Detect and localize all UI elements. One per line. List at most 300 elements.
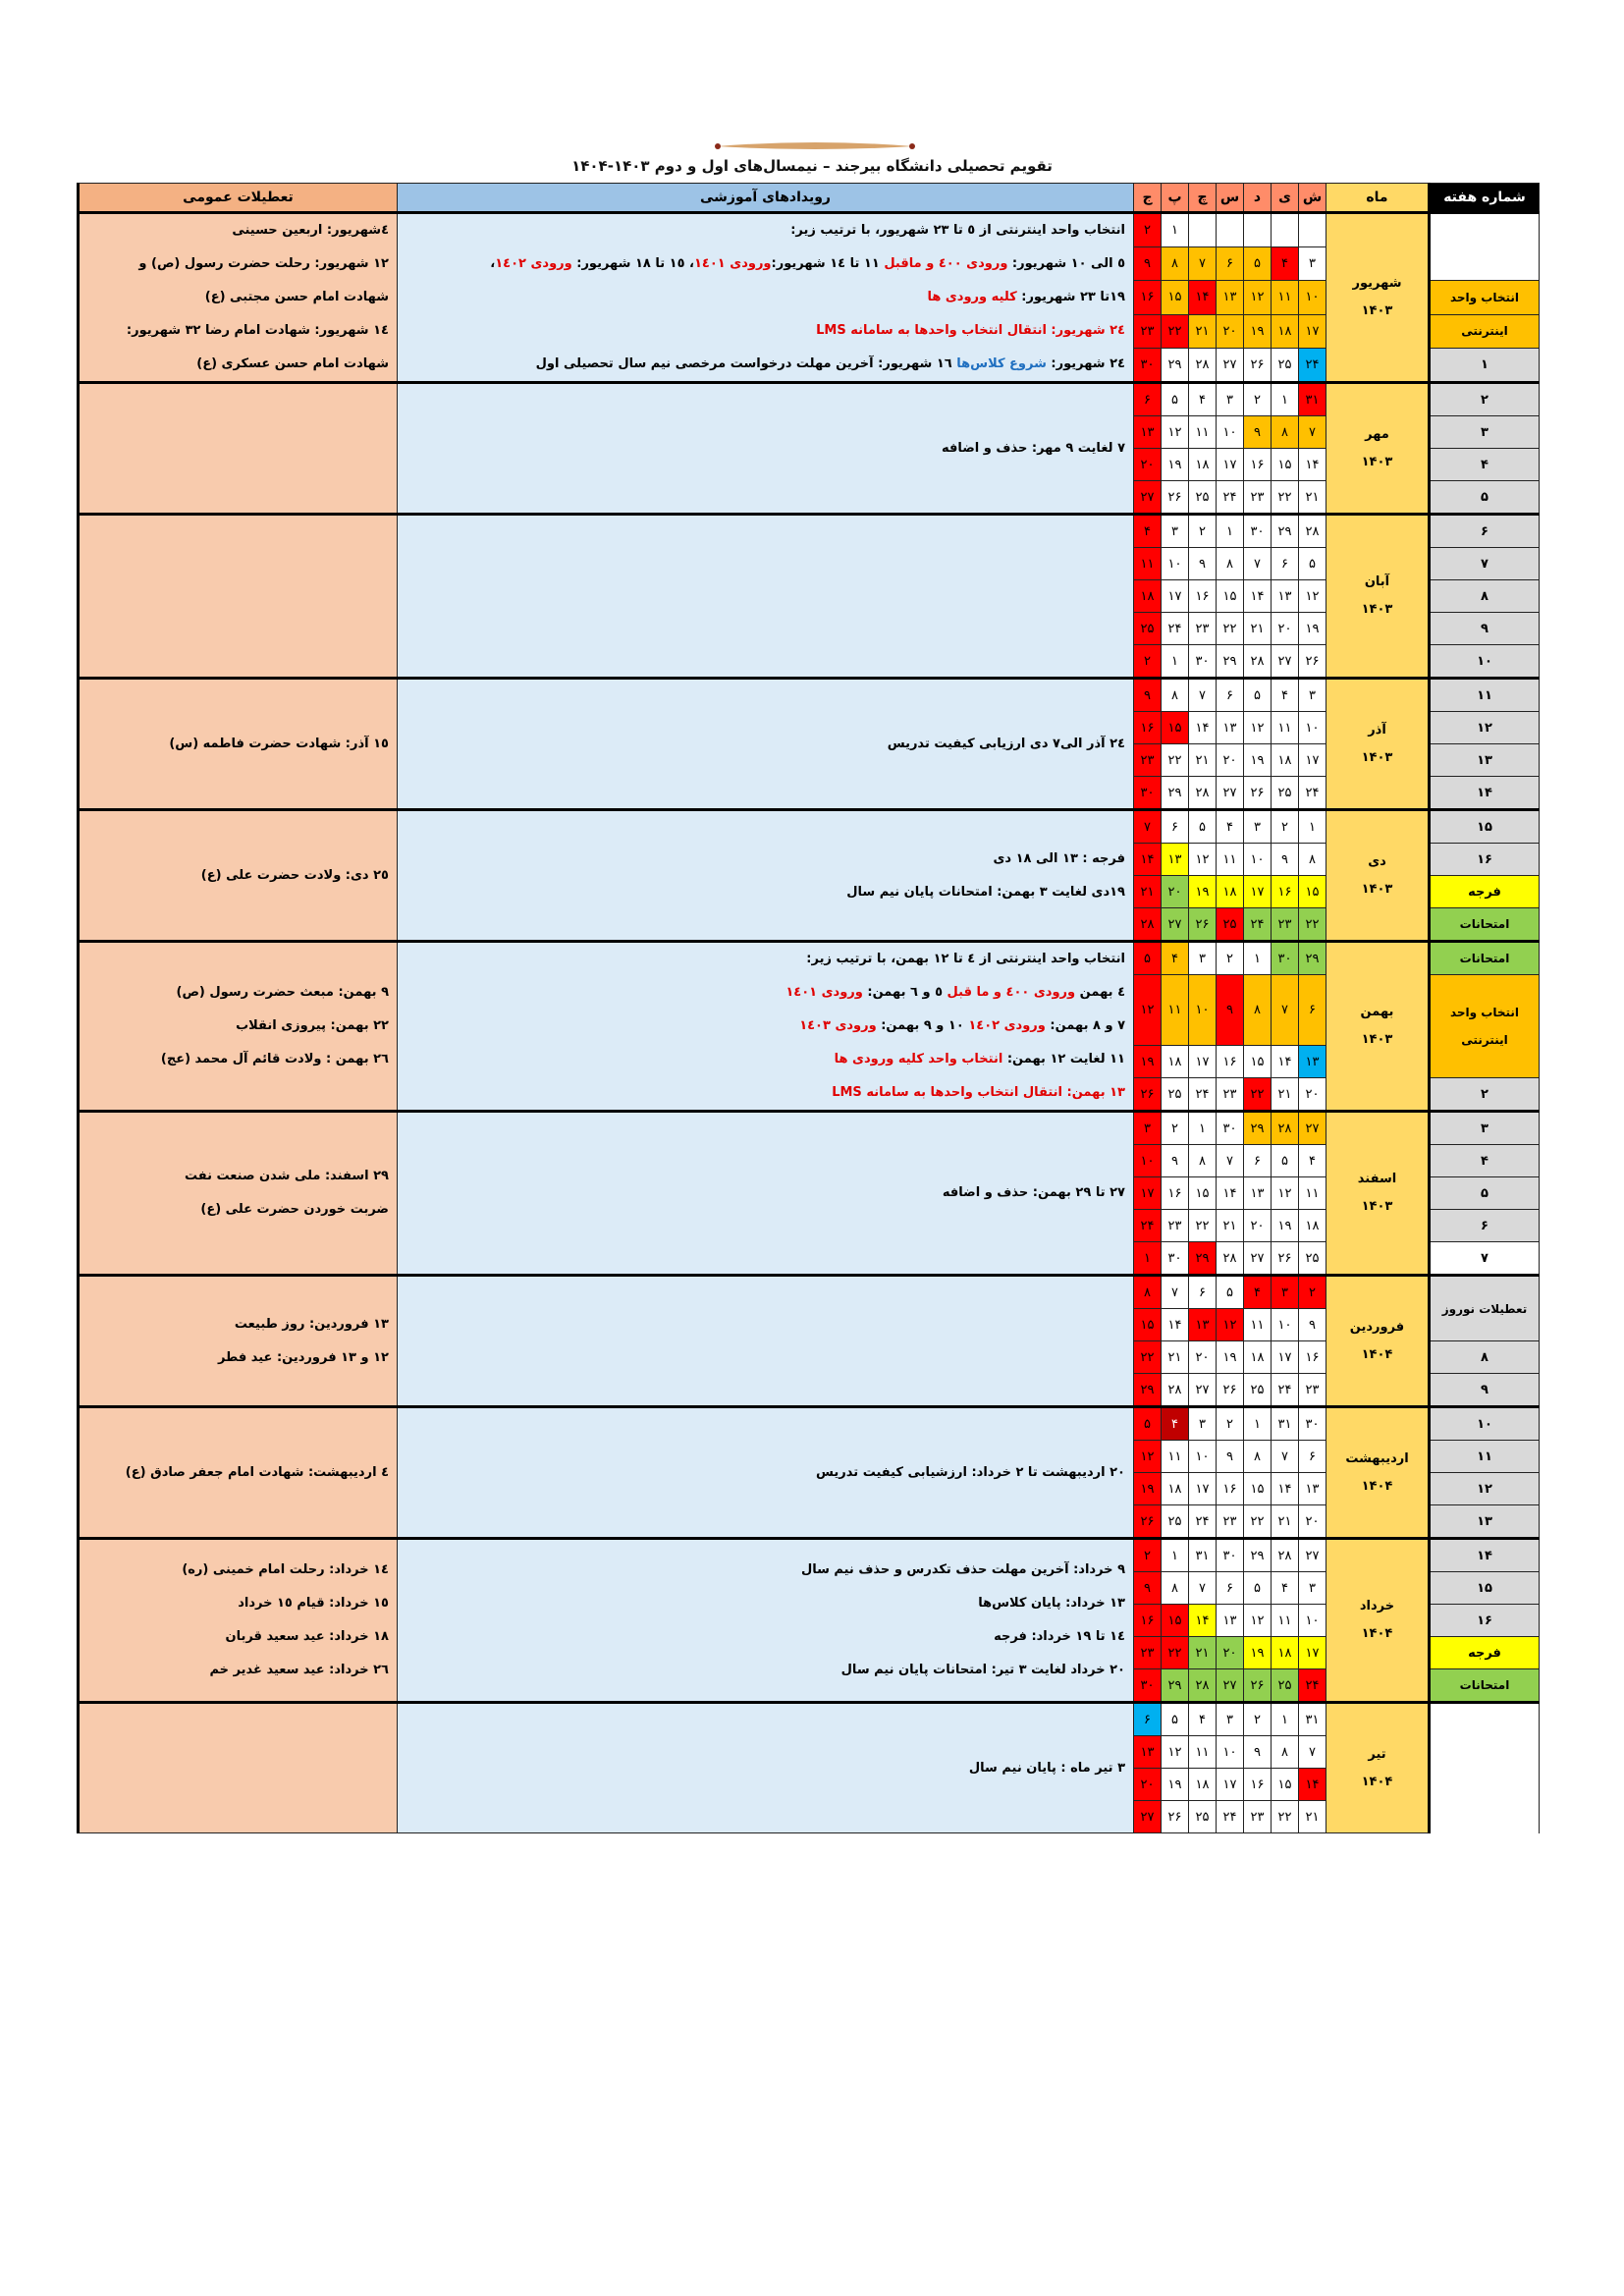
general-holidays-cell (79, 515, 398, 679)
week-number-cell (1430, 213, 1540, 247)
week-number-cell: ۱۳ (1430, 1505, 1540, 1539)
day-cell: ۱۲ (1189, 844, 1217, 876)
week-number-cell: ۱۰ (1430, 1407, 1540, 1441)
day-cell: ۲۶ (1244, 348, 1272, 382)
day-cell: ۱۳ (1244, 1177, 1272, 1210)
day-cell: ۸ (1272, 1736, 1299, 1769)
day-cell: ۱۲ (1134, 1441, 1162, 1473)
week-number-cell: ۱۶ (1430, 1605, 1540, 1637)
holiday-line: ١٥ آذر: شهادت حضرت فاطمه (س) (169, 736, 389, 751)
day-cell: ۱۳ (1162, 844, 1189, 876)
day-cell: ۱۴ (1272, 1046, 1299, 1078)
weekday-header: چ (1189, 184, 1217, 213)
holiday-line: ١٢ و ١٣ فروردین: عید فطر (217, 1349, 389, 1365)
month-name: اسفند (1357, 1172, 1397, 1186)
day-cell: ۷ (1189, 247, 1217, 281)
day-cell: ۲۳ (1244, 481, 1272, 515)
month-name: آبان (1364, 574, 1390, 589)
day-cell: ۲۳ (1162, 1210, 1189, 1242)
weekday-header: س (1217, 184, 1244, 213)
day-cell: ۲۲ (1162, 1637, 1189, 1669)
day-cell: ۲۴ (1244, 908, 1272, 942)
day-cell: ۳۰ (1134, 1669, 1162, 1703)
week-number-cell: اینترنتی (1430, 314, 1540, 348)
day-cell: ۱۳ (1299, 1473, 1326, 1505)
month-year: ۱۴۰۳ (1361, 881, 1393, 897)
day-cell: ۲۳ (1134, 744, 1162, 777)
day-cell: ۳ (1162, 515, 1189, 548)
day-cell: ۲۳ (1217, 1078, 1244, 1112)
day-cell: ۱۰ (1162, 548, 1189, 580)
day-cell: ۱۲ (1162, 1736, 1189, 1769)
event-text: ١٣ بهمن: انتقال انتخاب واحدها به سامانه LMS (832, 1085, 1125, 1100)
day-cell: ۲۵ (1272, 777, 1299, 810)
day-cell: ۵ (1189, 810, 1217, 844)
month-cell (1326, 515, 1430, 679)
day-cell: ۲۰ (1244, 1210, 1272, 1242)
holiday-line: شهادت امام حسن مجتبی (ع) (204, 290, 389, 304)
day-cell: ۱۵ (1244, 1046, 1272, 1078)
day-cell: ۲۸ (1134, 908, 1162, 942)
month-name: تیر (1368, 1746, 1386, 1762)
day-cell: ۲ (1134, 1539, 1162, 1572)
event-text: ٢٤ شهریور: (1046, 356, 1125, 371)
week-number-cell: ۱۱ (1430, 679, 1540, 712)
day-cell: ۲۱ (1299, 1801, 1326, 1833)
day-cell: ۷ (1299, 416, 1326, 449)
day-cell: ۴ (1272, 679, 1299, 712)
day-cell: ۳۱ (1272, 1407, 1299, 1441)
event-text: ورودی ١٤٠٢ (495, 256, 572, 271)
day-cell: ۱ (1299, 810, 1326, 844)
month-year: ۱۴۰۳ (1361, 454, 1393, 469)
day-cell: ۱۶ (1134, 1605, 1162, 1637)
day-cell: ۸ (1217, 548, 1244, 580)
event-line (406, 1043, 1125, 1076)
day-cell: ۲۵ (1189, 1801, 1217, 1833)
day-cell: ۹ (1217, 1441, 1244, 1473)
day-cell: ۲۰ (1299, 1505, 1326, 1539)
day-cell: ۱۶ (1217, 1046, 1244, 1078)
day-cell: ۵ (1244, 679, 1272, 712)
day-cell: ۸ (1189, 1145, 1217, 1177)
day-cell: ۸ (1272, 416, 1299, 449)
day-cell: ۱۲ (1244, 281, 1272, 314)
day-cell: ۹ (1299, 1309, 1326, 1341)
month-cell (1326, 1703, 1430, 1833)
week-number-cell: ۱۴ (1430, 777, 1540, 810)
day-cell: ۱۸ (1272, 744, 1299, 777)
week-number-cell: ۸ (1430, 1341, 1540, 1374)
event-text: ٢٠ خرداد لغایت ٣ تیر: امتحانات پایان نیم سال (840, 1663, 1125, 1677)
day-cell: ۳ (1189, 942, 1217, 975)
week-number-cell: ۶ (1430, 515, 1540, 548)
day-cell: ۱۱ (1134, 548, 1162, 580)
day-cell: ۲۵ (1162, 1078, 1189, 1112)
day-cell: ۲۵ (1299, 1242, 1326, 1276)
event-text: انتخاب واحد اینترنتی از ٤ تا ١٢ بهمن، با ترتیب زیر: (806, 952, 1125, 966)
week-number-cell: ۴ (1430, 1145, 1540, 1177)
day-cell: ۱۳ (1217, 1605, 1244, 1637)
day-cell: ۲۲ (1272, 1801, 1299, 1833)
day-cell: ۲۷ (1217, 777, 1244, 810)
general-holidays-cell (79, 942, 398, 1112)
month-cell (1326, 942, 1430, 1112)
day-cell: ۱۶ (1272, 876, 1299, 908)
day-cell: ۱۶ (1162, 1177, 1189, 1210)
day-cell: ۱۶ (1299, 1341, 1326, 1374)
day-cell: ۵ (1299, 548, 1326, 580)
day-cell: ۱۳ (1217, 281, 1244, 314)
month-year: ۱۴۰۳ (1361, 303, 1393, 318)
day-cell: ۲۴ (1217, 481, 1244, 515)
month-cell (1326, 810, 1430, 942)
day-cell: ۹ (1162, 1145, 1189, 1177)
day-cell: ۲۴ (1189, 1505, 1217, 1539)
day-cell: ۳ (1189, 1407, 1217, 1441)
day-cell: ۲۳ (1272, 908, 1299, 942)
day-cell: ۲ (1244, 1703, 1272, 1736)
month-year: ۱۴۰۴ (1361, 1346, 1393, 1362)
day-cell: ۲۴ (1217, 1801, 1244, 1833)
academic-events-cell (398, 1539, 1134, 1703)
event-line (406, 976, 1125, 1010)
day-cell: ۲۶ (1244, 1669, 1272, 1703)
day-cell: ۱۸ (1134, 580, 1162, 613)
day-cell: ۲ (1299, 1276, 1326, 1309)
day-cell: ۱۰ (1189, 975, 1217, 1046)
day-cell: ۸ (1162, 1572, 1189, 1605)
day-cell: ۱۸ (1162, 1473, 1189, 1505)
day-cell: ۵ (1217, 1276, 1244, 1309)
day-cell: ۱۱ (1189, 416, 1217, 449)
week-number-cell: انتخاب واحد (1430, 281, 1540, 314)
event-line (406, 214, 1125, 247)
holiday-line: ١٢ شهریور: رحلت حضرت رسول (ص) و (138, 256, 389, 271)
week-number-cell: ۵ (1430, 1177, 1540, 1210)
day-cell: ۱۴ (1272, 1473, 1299, 1505)
week-number-cell: ۷ (1430, 548, 1540, 580)
month-name: شهریور (1352, 276, 1402, 291)
day-cell: ۲۹ (1189, 1242, 1217, 1276)
general-holidays-cell (79, 383, 398, 515)
day-cell: ۵ (1244, 1572, 1272, 1605)
day-cell: ۵ (1134, 1407, 1162, 1441)
week-number-cell (1430, 247, 1540, 281)
day-cell: ۲۰ (1299, 1078, 1326, 1112)
event-text: ورودی ١٤٠١ (694, 256, 772, 271)
event-text: انتخاب واحد اینترنتی از ٥ تا ٢٣ شهریور، با ترتیب زیر: (790, 223, 1125, 238)
day-cell: ۲۳ (1244, 1801, 1272, 1833)
day-cell: ۱۹ (1244, 1637, 1272, 1669)
day-cell: ۲۷ (1299, 1112, 1326, 1145)
day-cell: ۵ (1134, 942, 1162, 975)
event-line (406, 943, 1125, 976)
day-cell: ۱۷ (1134, 1177, 1162, 1210)
day-cell: ۱۲ (1272, 1177, 1299, 1210)
day-cell: ۱۷ (1217, 449, 1244, 481)
day-cell: ۲۱ (1272, 1505, 1299, 1539)
event-text: ١٤ تا ١٩ خرداد: فرجه (994, 1629, 1125, 1644)
week-number-cell (1430, 1703, 1540, 1736)
day-cell: ۴ (1272, 1572, 1299, 1605)
day-cell: ۹ (1134, 1572, 1162, 1605)
day-cell: ۱۴ (1134, 844, 1162, 876)
day-cell: ۴ (1134, 515, 1162, 548)
event-line (406, 1587, 1125, 1620)
day-cell: ۷ (1299, 1736, 1326, 1769)
day-cell: ۱۵ (1272, 1769, 1299, 1801)
day-cell: ۱۶ (1134, 712, 1162, 744)
holiday-line: ٢٩ اسفند: ملی شدن صنعت نفت (185, 1169, 389, 1183)
day-cell: ۳۰ (1189, 645, 1217, 679)
day-cell: ۱۹ (1162, 449, 1189, 481)
week-number-cell: ۱۳ (1430, 744, 1540, 777)
day-cell: ۱۰ (1299, 1605, 1326, 1637)
header-row (79, 184, 1540, 213)
day-cell: ۲۶ (1217, 1374, 1244, 1407)
day-cell: ۱ (1244, 942, 1272, 975)
day-cell (1189, 213, 1217, 247)
day-cell: ۴ (1299, 1145, 1326, 1177)
week-row (79, 213, 1540, 247)
day-cell: ۲۴ (1299, 777, 1326, 810)
general-holidays-cell (79, 1276, 398, 1407)
day-cell: ۶ (1272, 548, 1299, 580)
day-cell: ۱۸ (1189, 1769, 1217, 1801)
week-row (79, 1112, 1540, 1145)
holiday-line: ٤شهریور: اربعین حسینی (232, 223, 389, 238)
day-cell: ۷ (1162, 1276, 1189, 1309)
day-cell: ۴ (1189, 383, 1217, 416)
general-holidays-cell (79, 810, 398, 942)
day-cell: ۱۰ (1299, 281, 1326, 314)
day-cell: ۲۱ (1272, 1078, 1299, 1112)
day-cell: ۳ (1217, 1703, 1244, 1736)
day-cell: ۱۴ (1244, 580, 1272, 613)
day-cell: ۱۵ (1162, 1605, 1189, 1637)
day-cell: ۱۵ (1272, 449, 1299, 481)
day-cell: ۸ (1244, 975, 1272, 1046)
event-text: ٢٧ تا ٢٩ بهمن: حذف و اضافه (942, 1185, 1125, 1200)
day-cell: ۱۵ (1162, 712, 1189, 744)
day-cell: ۹ (1272, 844, 1299, 876)
day-cell: ۳۰ (1217, 1539, 1244, 1572)
event-line (406, 728, 1125, 761)
holiday-line: ٤ اردیبهشت: شهادت امام جعفر صادق (ع) (125, 1464, 389, 1480)
month-year: ۱۴۰۳ (1361, 602, 1393, 617)
academic-events-cell (398, 1407, 1134, 1539)
month-name: دی (1368, 853, 1386, 869)
day-cell: ۲۱ (1189, 744, 1217, 777)
day-cell: ۲۲ (1244, 1078, 1272, 1112)
week-number-cell: ۱۵ (1430, 810, 1540, 844)
day-cell: ۲۶ (1134, 1505, 1162, 1539)
month-cell (1326, 213, 1430, 383)
event-text: کلیه ورودی ها (927, 290, 1017, 304)
day-cell: ۸ (1244, 1441, 1272, 1473)
day-cell: ۱۹ (1162, 1769, 1189, 1801)
day-cell: ۳۰ (1244, 515, 1272, 548)
day-cell: ۲۸ (1299, 515, 1326, 548)
day-cell: ۳ (1244, 810, 1272, 844)
day-cell: ۹ (1217, 975, 1244, 1046)
weekday-header: ی (1272, 184, 1299, 213)
event-text: ٣ تیر ماه : پایان نیم سال (968, 1760, 1125, 1776)
day-cell: ۱۸ (1217, 876, 1244, 908)
day-cell: ۶ (1217, 1572, 1244, 1605)
week-number-cell: تعطیلات نوروز (1430, 1276, 1540, 1341)
day-cell: ۵ (1162, 383, 1189, 416)
day-cell: ۲۹ (1162, 1669, 1189, 1703)
day-cell: ۱۷ (1299, 314, 1326, 348)
day-cell: ۱۲ (1134, 975, 1162, 1046)
academic-events-cell (398, 383, 1134, 515)
event-line (406, 1176, 1125, 1210)
holiday-line: ٢٦ بهمن : ولادت قائم آل محمد (عج) (160, 1052, 389, 1066)
day-cell: ۱۴ (1299, 449, 1326, 481)
day-cell: ۲۵ (1244, 1374, 1272, 1407)
month-name: آذر (1368, 722, 1386, 738)
day-cell: ۱۰ (1217, 416, 1244, 449)
day-cell (1299, 213, 1326, 247)
month-name: فروردین (1349, 1319, 1405, 1335)
month-cell (1326, 1112, 1430, 1276)
day-cell (1244, 213, 1272, 247)
day-cell: ۶ (1189, 1276, 1217, 1309)
day-cell: ۲۱ (1134, 876, 1162, 908)
general-holidays-cell (79, 679, 398, 810)
events-header: رویدادهای آموزشی (398, 184, 1134, 213)
week-row (79, 383, 1540, 416)
week-number-cell: ۳ (1430, 416, 1540, 449)
weekday-header: د (1244, 184, 1272, 213)
day-cell: ۱۲ (1299, 580, 1326, 613)
day-cell: ۱۱ (1272, 281, 1299, 314)
event-line (406, 1554, 1125, 1587)
day-cell: ۲۶ (1244, 777, 1272, 810)
day-cell: ۱۳ (1299, 1046, 1326, 1078)
academic-events-cell (398, 1703, 1134, 1833)
week-number-cell: ۹ (1430, 1374, 1540, 1407)
event-line (406, 1076, 1125, 1110)
day-cell: ۲۶ (1189, 908, 1217, 942)
general-holidays-cell (79, 1112, 398, 1276)
day-cell: ۱ (1189, 1112, 1217, 1145)
event-line (406, 1010, 1125, 1043)
event-text: ٩ خرداد: آخرین مهلت حذف تکدرس و حذف نیم سال (800, 1562, 1125, 1577)
week-number-cell: ۱۶ (1430, 844, 1540, 876)
day-cell: ۱ (1217, 515, 1244, 548)
day-cell: ۲۸ (1244, 645, 1272, 679)
day-cell: ۱۲ (1244, 712, 1272, 744)
event-text: ٢٤ شهریور: انتقال انتخاب واحدها به سامانه LMS (816, 323, 1125, 338)
holiday-line: شهادت امام حسن عسکری (ع) (196, 356, 389, 371)
week-number-cell: ۵ (1430, 481, 1540, 515)
day-cell: ۱ (1244, 1407, 1272, 1441)
day-cell: ۲۹ (1272, 515, 1299, 548)
day-cell: ۱۷ (1299, 744, 1326, 777)
month-year: ۱۴۰۴ (1361, 1478, 1393, 1494)
weekday-header: ج (1134, 184, 1162, 213)
day-cell: ۲۶ (1272, 1242, 1299, 1276)
event-line (406, 247, 1125, 281)
day-cell: ۲۳ (1134, 1637, 1162, 1669)
day-cell: ۱ (1272, 1703, 1299, 1736)
day-cell: ۹ (1189, 548, 1217, 580)
week-number-cell: انتخاب واحد اینترنتی (1430, 975, 1540, 1078)
day-cell: ۸ (1299, 844, 1326, 876)
day-cell: ۱۹ (1299, 613, 1326, 645)
week-number-cell: ۲ (1430, 1078, 1540, 1112)
day-cell: ۲۰ (1217, 1637, 1244, 1669)
day-cell: ۲۳ (1189, 613, 1217, 645)
day-cell: ۸ (1134, 1276, 1162, 1309)
day-cell: ۴ (1244, 1276, 1272, 1309)
week-row (79, 1539, 1540, 1572)
week-number-cell: امتحانات (1430, 1669, 1540, 1703)
event-text: ، (490, 256, 496, 271)
event-text: ٥ و ٦ بهمن: (862, 985, 947, 1000)
day-cell: ۲۷ (1134, 1801, 1162, 1833)
week-row (79, 1407, 1540, 1441)
day-cell: ۲۷ (1189, 1374, 1217, 1407)
day-cell: ۱۰ (1299, 712, 1326, 744)
day-cell: ۱۱ (1189, 1736, 1217, 1769)
day-cell: ۲۸ (1272, 1112, 1299, 1145)
day-cell: ۲۷ (1299, 1539, 1326, 1572)
day-cell: ۶ (1299, 975, 1326, 1046)
month-year: ۱۴۰۳ (1361, 1032, 1393, 1047)
day-cell: ۶ (1217, 679, 1244, 712)
day-cell: ۲۰ (1162, 876, 1189, 908)
event-text: ١٩دی لغایت ٣ بهمن: امتحانات پایان نیم سال (846, 884, 1125, 900)
weekday-header: پ (1162, 184, 1189, 213)
day-cell: ۲۰ (1272, 613, 1299, 645)
general-holidays-cell (79, 1407, 398, 1539)
day-cell: ۱۳ (1217, 712, 1244, 744)
event-text: فرجه : ١٣ الی ١٨ دی (993, 850, 1125, 866)
day-cell: ۱۹ (1244, 744, 1272, 777)
event-text: ١١ تا ١٤ شهریور: (771, 256, 885, 271)
event-line (406, 843, 1125, 876)
day-cell: ۳۰ (1162, 1242, 1189, 1276)
event-text: ورودی ١٤٠٢ (968, 1018, 1046, 1033)
week-number-cell (1430, 1801, 1540, 1833)
day-cell: ۲ (1134, 213, 1162, 247)
month-header: ماه (1326, 184, 1430, 213)
event-line (406, 314, 1125, 348)
day-cell: ۱۸ (1272, 314, 1299, 348)
month-cell (1326, 1407, 1430, 1539)
day-cell: ۲۰ (1217, 314, 1244, 348)
day-cell: ۸ (1162, 679, 1189, 712)
day-cell: ۴ (1162, 942, 1189, 975)
day-cell: ۱۹ (1217, 1341, 1244, 1374)
day-cell: ۱۱ (1272, 1605, 1299, 1637)
month-cell (1326, 1276, 1430, 1407)
day-cell: ۷ (1134, 810, 1162, 844)
week-number-cell: ۶ (1430, 1210, 1540, 1242)
day-cell: ۱۱ (1217, 844, 1244, 876)
week-number-cell: امتحانات (1430, 942, 1540, 975)
day-cell: ۱۰ (1217, 1736, 1244, 1769)
event-line (406, 1620, 1125, 1654)
event-text: شروع کلاس‌ها (956, 356, 1047, 371)
day-cell: ۲۷ (1272, 645, 1299, 679)
day-cell: ۱۳ (1134, 1736, 1162, 1769)
page-title: تقویم تحصیلی دانشگاه بیرجند – نیمسال‌های اول و دوم ۱۴۰۳-۱۴۰۴ (571, 157, 1053, 175)
